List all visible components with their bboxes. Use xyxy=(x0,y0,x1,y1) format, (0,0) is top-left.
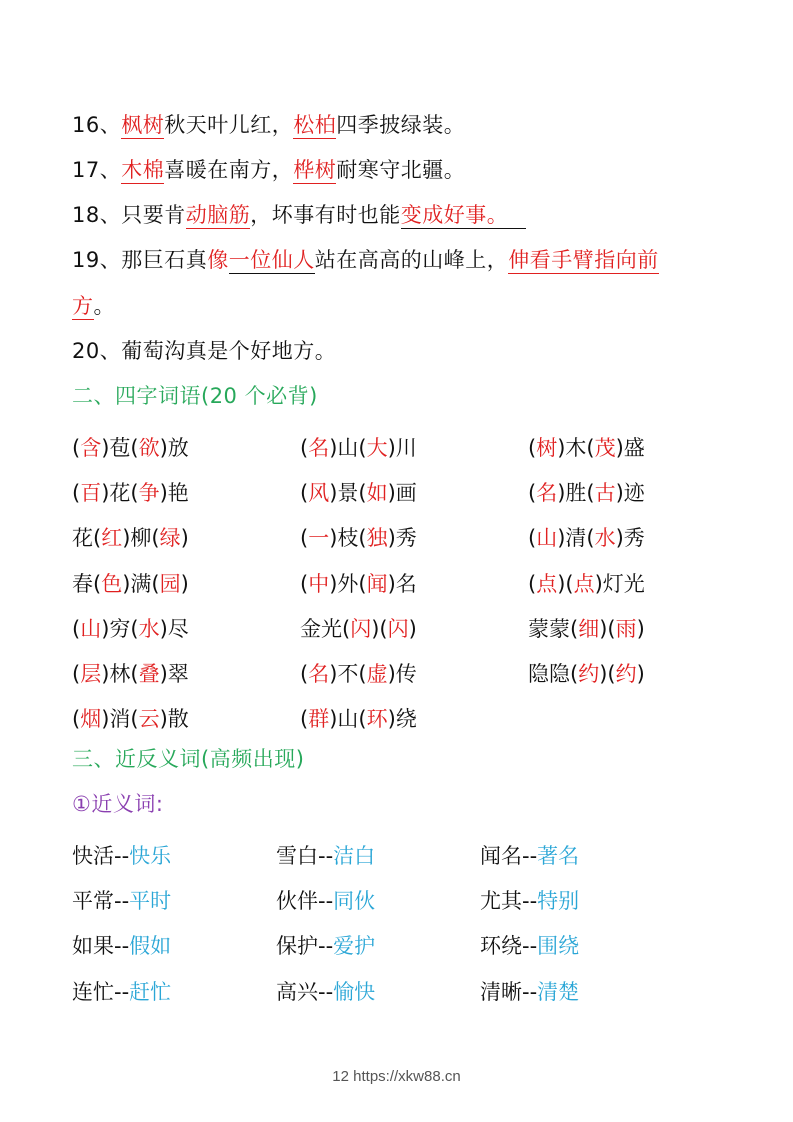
idiom-item xyxy=(300,522,528,552)
keyword: 像 xyxy=(207,248,229,272)
text-segment: 茂 xyxy=(594,435,616,460)
text-segment: )散 xyxy=(159,707,189,732)
text-segment: 保护 xyxy=(276,934,318,959)
text-segment: 色 xyxy=(101,571,123,596)
synonym-pair xyxy=(276,885,480,915)
text-segment: ) xyxy=(408,616,417,641)
text-segment: 平时 xyxy=(129,888,172,913)
text-segment: )( xyxy=(599,662,616,687)
idiom-item xyxy=(72,522,300,552)
idiom-item xyxy=(528,568,752,598)
sentence-19 xyxy=(72,245,659,275)
text-segment: )尽 xyxy=(159,616,189,641)
text-segment: 春( xyxy=(72,571,102,596)
text-segment: )迹 xyxy=(615,480,645,505)
text-segment: 环 xyxy=(366,707,388,732)
text-segment: 雪白 xyxy=(276,843,318,868)
text-segment: 约 xyxy=(615,662,637,687)
text-segment: 金光( xyxy=(300,616,351,641)
idiom-item xyxy=(300,613,528,643)
text-segment: ( xyxy=(528,480,537,505)
text-segment: 爱护 xyxy=(333,934,376,959)
synonym-pair xyxy=(480,976,700,1006)
sentence-text: 四季披绿装。 xyxy=(336,113,466,137)
text-segment: )秀 xyxy=(615,526,645,551)
text-segment: )林( xyxy=(101,662,139,687)
idiom-item xyxy=(300,703,528,733)
keyword: 枫树 xyxy=(121,113,165,137)
text-segment: 伙伴 xyxy=(276,888,318,913)
text-segment: ( xyxy=(300,435,309,460)
keyword: 动脑筋 xyxy=(185,203,251,227)
text-segment: 平常 xyxy=(72,888,114,913)
text-segment: 水 xyxy=(594,526,616,551)
text-segment: ( xyxy=(72,616,81,641)
text-segment: 点 xyxy=(573,571,595,596)
text-segment: )胜( xyxy=(557,480,595,505)
sentence-18 xyxy=(72,200,526,230)
text-segment: 层 xyxy=(80,662,102,687)
text-segment: 清楚 xyxy=(537,979,580,1004)
idiom-row xyxy=(72,560,752,605)
text-segment: )不( xyxy=(329,662,367,687)
idiom-item xyxy=(300,477,528,507)
sentence-text: 。 xyxy=(93,294,115,318)
text-segment: 绿 xyxy=(159,526,181,551)
idiom-row xyxy=(72,650,752,695)
text-segment: )景( xyxy=(329,480,367,505)
idiom-item xyxy=(72,477,300,507)
idiom-item xyxy=(300,658,528,688)
synonym-pair xyxy=(276,840,480,870)
text-segment: ( xyxy=(72,707,81,732)
text-segment: )( xyxy=(599,616,616,641)
text-segment: )盛 xyxy=(615,435,645,460)
keyword: 一位仙人 xyxy=(228,248,315,272)
text-segment: 约 xyxy=(578,662,600,687)
text-segment: 欲 xyxy=(138,435,160,460)
text-segment: 花( xyxy=(72,526,102,551)
sentence-17 xyxy=(72,155,465,185)
text-segment: ( xyxy=(528,435,537,460)
text-segment: -- xyxy=(114,934,130,959)
text-segment: ) xyxy=(180,526,189,551)
sentence-number: 16、 xyxy=(72,113,122,137)
text-segment: 雨 xyxy=(615,616,637,641)
text-segment: 高兴 xyxy=(276,979,318,1004)
text-segment: 赶忙 xyxy=(129,979,172,1004)
text-segment: ( xyxy=(300,571,309,596)
text-segment: 细 xyxy=(578,616,600,641)
text-segment: -- xyxy=(522,934,538,959)
text-segment: )名 xyxy=(387,571,417,596)
idiom-item xyxy=(300,432,528,462)
text-segment: )传 xyxy=(387,662,417,687)
text-segment: )清( xyxy=(557,526,595,551)
text-segment: -- xyxy=(114,888,130,913)
text-segment: -- xyxy=(318,888,334,913)
text-segment: 烟 xyxy=(80,707,102,732)
idiom-item xyxy=(528,477,752,507)
synonym-pair xyxy=(480,840,700,870)
sentence-text: 站在高高的山峰上， xyxy=(314,248,509,272)
synonym-subheading: ①近义词: xyxy=(72,792,164,816)
text-segment: )( xyxy=(371,616,388,641)
text-segment: )枝( xyxy=(329,526,367,551)
text-segment: 名 xyxy=(308,435,330,460)
sentence-20 xyxy=(72,336,336,366)
text-segment: 中 xyxy=(308,571,330,596)
sentence-text: 喜暖在南方， xyxy=(164,158,294,182)
idiom-item xyxy=(528,522,752,552)
text-segment: )穷( xyxy=(101,616,139,641)
idiom-item xyxy=(72,432,300,462)
keyword: 方 xyxy=(72,294,94,318)
sentence-number: 19、 xyxy=(72,248,122,272)
keyword: 木棉 xyxy=(121,158,165,182)
text-segment: 风 xyxy=(308,480,330,505)
text-segment: )山( xyxy=(329,435,367,460)
text-segment: )苞( xyxy=(101,435,139,460)
synonym-pair xyxy=(276,930,480,960)
text-segment: 含 xyxy=(80,435,102,460)
text-segment: 尤其 xyxy=(480,888,522,913)
text-segment: )花( xyxy=(101,480,139,505)
page-footer: 12 https://xkw88.cn xyxy=(332,1068,461,1085)
idiom-item xyxy=(300,568,528,598)
text-segment: 名 xyxy=(536,480,558,505)
text-segment: 群 xyxy=(308,707,330,732)
text-segment: -- xyxy=(114,843,130,868)
sentence-text: 秋天叶儿红， xyxy=(164,113,294,137)
text-segment: 闪 xyxy=(350,616,372,641)
text-segment: )( xyxy=(557,571,574,596)
text-segment: )消( xyxy=(101,707,139,732)
keyword: 桦树 xyxy=(293,158,337,182)
synonym-pair xyxy=(72,885,276,915)
text-segment: 快活 xyxy=(72,843,114,868)
text-segment: 如 xyxy=(366,480,388,505)
sentence-number: 17、 xyxy=(72,158,122,182)
text-segment: 快乐 xyxy=(129,843,172,868)
text-segment: )木( xyxy=(557,435,595,460)
text-segment: 叠 xyxy=(138,662,160,687)
text-segment: ( xyxy=(300,662,309,687)
sentence-text: 只要肯 xyxy=(121,203,186,227)
idiom-row xyxy=(72,605,752,650)
text-segment: 环绕 xyxy=(480,934,522,959)
text-segment: 争 xyxy=(138,480,160,505)
sentence-text: 那巨石真 xyxy=(121,248,208,272)
text-segment: 愉快 xyxy=(333,979,376,1004)
sentence-text: 耐寒守北疆。 xyxy=(336,158,466,182)
idiom-item xyxy=(72,703,300,733)
idiom-item xyxy=(72,568,300,598)
synonym-row xyxy=(72,877,752,922)
text-segment: 围绕 xyxy=(537,934,580,959)
text-segment: 如果 xyxy=(72,934,114,959)
text-segment: 洁白 xyxy=(333,843,376,868)
sentence-text: ，坏事有时也能 xyxy=(250,203,401,227)
text-segment: 同伙 xyxy=(333,888,376,913)
synonym-row xyxy=(72,923,752,968)
sentence-19-continued xyxy=(72,291,115,321)
idiom-item xyxy=(528,432,752,462)
sentence-text: 葡萄沟真是个好地方。 xyxy=(121,339,337,363)
idiom-item xyxy=(528,658,752,688)
text-segment: 云 xyxy=(138,707,160,732)
idiom-item xyxy=(72,613,300,643)
text-segment: )灯光 xyxy=(594,571,645,596)
text-segment: 一 xyxy=(308,526,330,551)
idiom-row xyxy=(72,469,752,514)
text-segment: 大 xyxy=(366,435,388,460)
text-segment: 树 xyxy=(536,435,558,460)
text-segment: 山 xyxy=(80,616,102,641)
text-segment: 水 xyxy=(138,616,160,641)
idiom-item xyxy=(528,613,752,643)
keyword: 松柏 xyxy=(293,113,337,137)
section-3-heading: 三、近反义词(高频出现) xyxy=(72,747,305,771)
text-segment: ) xyxy=(636,616,645,641)
synonym-pair xyxy=(72,840,276,870)
text-segment: )外( xyxy=(329,571,367,596)
keyword: 变成好事。 xyxy=(401,203,527,229)
text-segment: )绕 xyxy=(387,707,417,732)
text-segment: ( xyxy=(72,662,81,687)
text-segment: -- xyxy=(318,979,334,1004)
text-segment: ( xyxy=(300,480,309,505)
text-segment: 隐隐( xyxy=(528,662,579,687)
sentence-number: 18、 xyxy=(72,203,122,227)
text-segment: )秀 xyxy=(387,526,417,551)
text-segment: 独 xyxy=(366,526,388,551)
text-segment: -- xyxy=(522,843,538,868)
text-segment: )满( xyxy=(122,571,160,596)
idiom-item xyxy=(72,658,300,688)
text-segment: ( xyxy=(72,480,81,505)
text-segment: )艳 xyxy=(159,480,189,505)
text-segment: ( xyxy=(300,707,309,732)
sentence-16 xyxy=(72,110,465,140)
text-segment: ( xyxy=(528,526,537,551)
text-segment: 连忙 xyxy=(72,979,114,1004)
text-segment: )山( xyxy=(329,707,367,732)
text-segment: ( xyxy=(72,435,81,460)
text-segment: 闻名 xyxy=(480,843,522,868)
synonym-grid xyxy=(72,832,752,1013)
text-segment: -- xyxy=(522,888,538,913)
section-2-heading: 二、四字词语(20 个必背) xyxy=(72,384,318,408)
text-segment: -- xyxy=(318,843,334,868)
text-segment: 特别 xyxy=(537,888,580,913)
text-segment: ( xyxy=(528,571,537,596)
synonym-pair xyxy=(276,976,480,1006)
text-segment: ) xyxy=(180,571,189,596)
synonym-pair xyxy=(72,976,276,1006)
keyword: 伸看手臂指向前 xyxy=(508,248,659,272)
synonym-pair xyxy=(480,930,700,960)
text-segment: 清晰 xyxy=(480,979,522,1004)
idiom-grid xyxy=(72,424,752,741)
synonym-row xyxy=(72,832,752,877)
synonym-pair xyxy=(72,930,276,960)
idiom-row xyxy=(72,424,752,469)
text-segment: 蒙蒙( xyxy=(528,616,579,641)
text-segment: 闻 xyxy=(366,571,388,596)
text-segment: )翠 xyxy=(159,662,189,687)
text-segment: 闪 xyxy=(387,616,409,641)
text-segment: )柳( xyxy=(122,526,160,551)
text-segment: )画 xyxy=(387,480,417,505)
text-segment: -- xyxy=(114,979,130,1004)
text-segment: 名 xyxy=(308,662,330,687)
synonym-pair xyxy=(480,885,700,915)
text-segment: ( xyxy=(300,526,309,551)
text-segment: 虚 xyxy=(366,662,388,687)
text-segment: 著名 xyxy=(537,843,580,868)
text-segment: 点 xyxy=(536,571,558,596)
text-segment: 百 xyxy=(80,480,102,505)
sentence-number: 20、 xyxy=(72,339,122,363)
text-segment: -- xyxy=(522,979,538,1004)
text-segment: -- xyxy=(318,934,334,959)
text-segment: 假如 xyxy=(129,934,172,959)
text-segment: 红 xyxy=(101,526,123,551)
text-segment: ) xyxy=(636,662,645,687)
text-segment: )川 xyxy=(387,435,417,460)
synonym-row xyxy=(72,968,752,1013)
text-segment: )放 xyxy=(159,435,189,460)
idiom-row xyxy=(72,515,752,560)
text-segment: 园 xyxy=(159,571,181,596)
text-segment: 山 xyxy=(536,526,558,551)
text-segment: 古 xyxy=(594,480,616,505)
idiom-row xyxy=(72,696,752,741)
